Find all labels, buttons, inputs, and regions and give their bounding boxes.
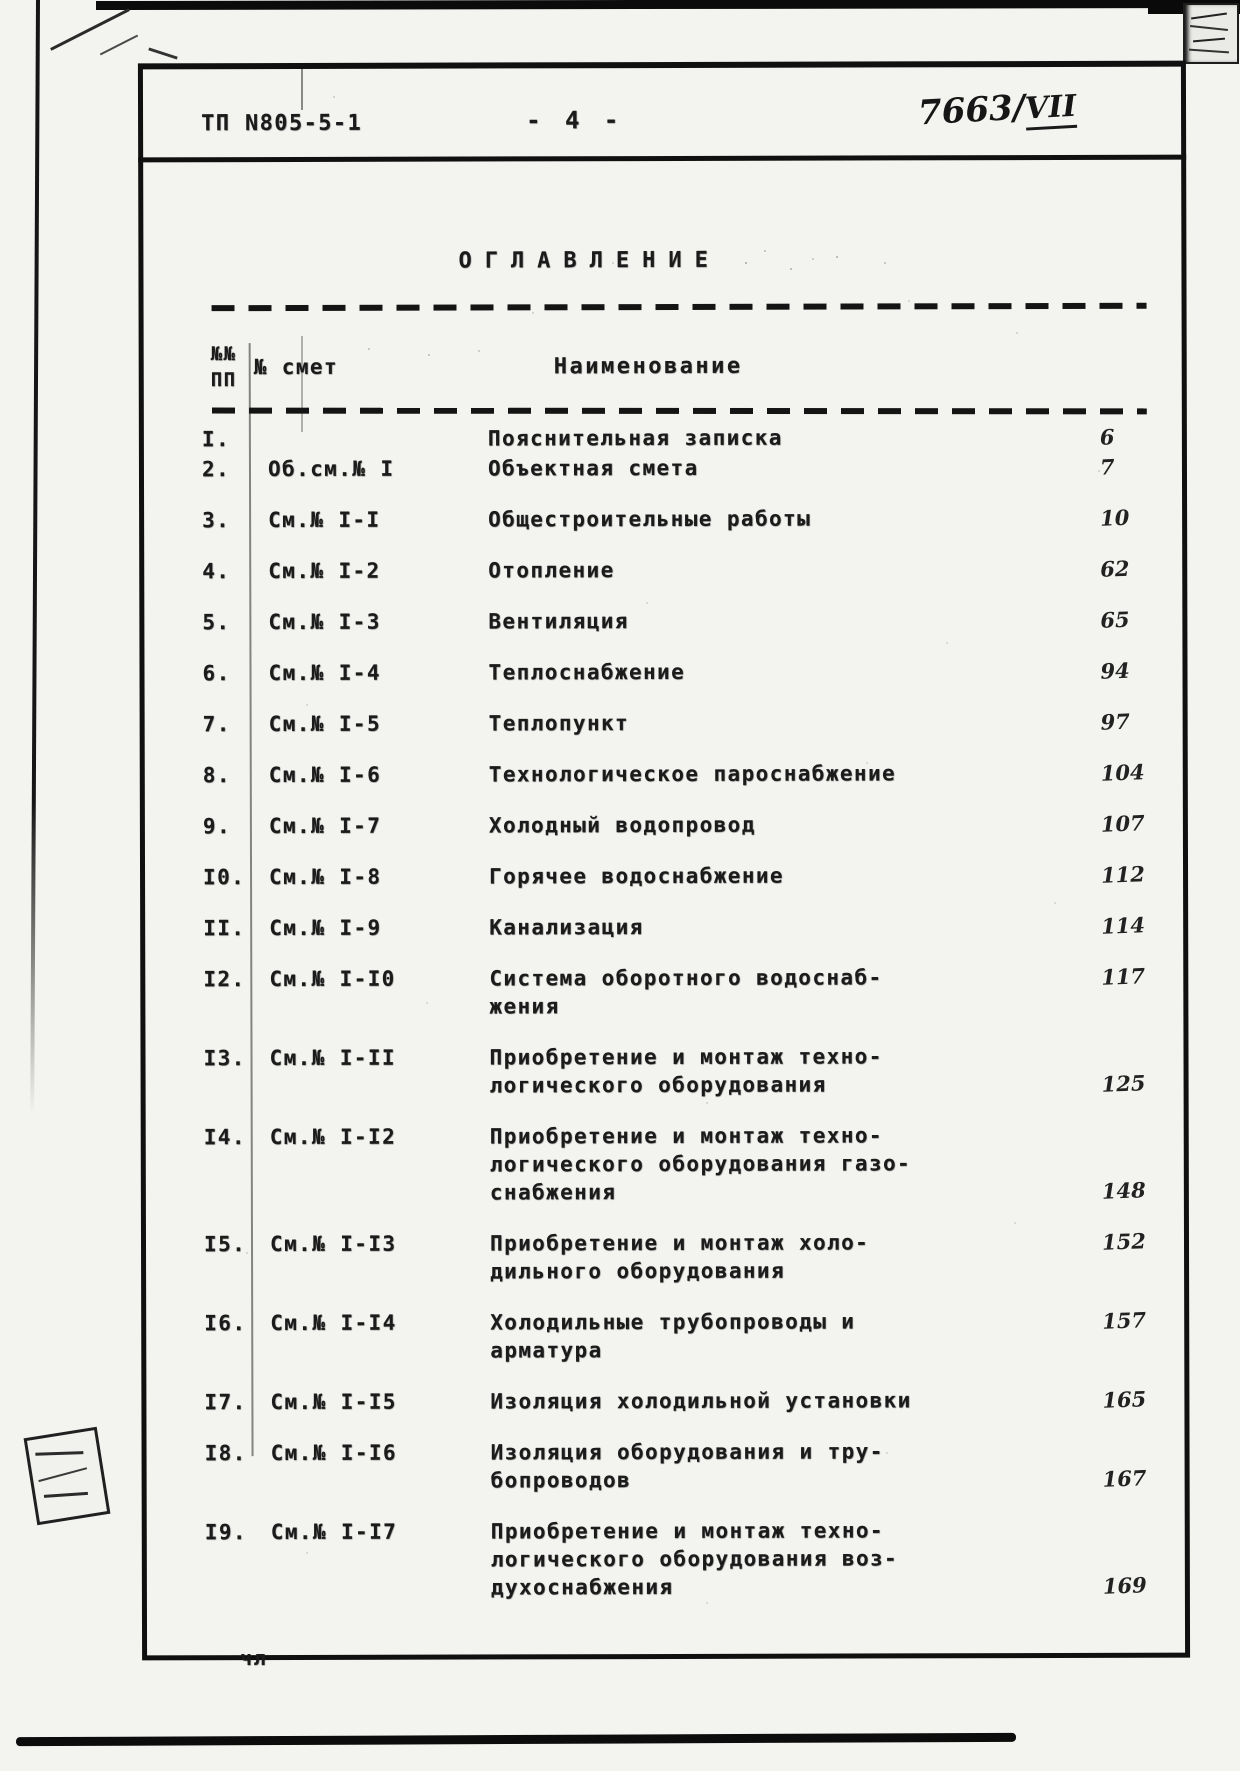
row-number: 8. (202, 763, 231, 788)
page-ref: 148 (1101, 1177, 1147, 1204)
toc-col-header-name: Наименование (553, 353, 743, 380)
page-ref: 112 (1100, 861, 1146, 888)
toc-row (202, 453, 1167, 484)
item-name: Общестроительные работы (488, 506, 812, 532)
page-ref: 65 (1099, 606, 1131, 633)
estimate-number: См.№ I-I2 (269, 1124, 397, 1150)
estimate-number: См.№ I-2 (268, 558, 381, 584)
stamp-scribble (35, 1451, 83, 1456)
estimate-number: См.№ I-6 (268, 762, 382, 788)
page-ref: 152 (1101, 1228, 1147, 1255)
estimate-number: См.№ I-8 (269, 864, 382, 890)
estimate-number: См.№ I-I6 (270, 1440, 397, 1466)
item-name: Горячее водоснабжение (489, 863, 784, 889)
estimate-number: См.№ I-I3 (269, 1231, 397, 1257)
toc-row (202, 423, 1167, 454)
toc-col-header-index-line1: №№ (210, 343, 237, 366)
toc-row (203, 912, 1168, 943)
scan-bottom-edge-artifact (16, 1733, 1016, 1746)
toc-row (203, 759, 1168, 790)
toc-row (203, 861, 1168, 892)
estimate-number: См.№ I-I7 (270, 1519, 398, 1545)
toc-row (204, 1228, 1169, 1287)
toc-row (204, 1307, 1169, 1366)
stamp-scribble (44, 1492, 88, 1498)
corner-stamp-top-right (1183, 3, 1239, 64)
estimate-number: См.№ I-II (269, 1045, 396, 1071)
item-name: Приобретение и монтаж техно- логического оборудования воз- духоснабжения (490, 1518, 899, 1600)
estimate-number: См.№ I-I5 (270, 1389, 397, 1415)
row-number: 3. (202, 508, 231, 533)
estimate-number: См.№ I-I (268, 507, 381, 533)
toc-row (204, 1386, 1169, 1417)
toc-row (203, 810, 1168, 841)
page-ref: 10 (1099, 504, 1130, 531)
stamp-scribble (38, 1467, 87, 1482)
row-number: I9. (204, 1520, 247, 1545)
scan-noise-speckles (0, 0, 2, 2)
corner-fold-mark (148, 47, 177, 59)
row-number: II. (203, 916, 246, 941)
estimate-number: См.№ I-I0 (269, 966, 396, 992)
item-name: Вентиляция (488, 609, 629, 634)
estimate-number (268, 424, 488, 453)
page-ref: 6 (1099, 424, 1115, 450)
estimate-number: См.№ I-I4 (270, 1310, 397, 1336)
item-name: Канализация (489, 915, 644, 940)
toc-dashed-rule-top (212, 303, 1147, 311)
toc-row (205, 1516, 1170, 1603)
page-ref: 169 (1102, 1572, 1148, 1599)
estimate-number: См.№ I-7 (268, 813, 382, 839)
row-number: I. (201, 427, 231, 452)
stamp-scribble (1193, 38, 1225, 43)
estimate-number: См.№ I-5 (268, 711, 382, 737)
item-name: Теплоснабжение (488, 659, 686, 685)
page-ref: 167 (1102, 1465, 1147, 1492)
row-number: 9. (202, 814, 232, 839)
inventory-number-roman: VII (1024, 89, 1077, 131)
toc-col-header-smeta: № смет (253, 354, 339, 380)
sheet-folio-number: - 4 - (526, 106, 624, 135)
item-name: Изоляция оборудования и тру- бопроводов (490, 1439, 884, 1493)
item-name: Пояснительная записка (487, 425, 783, 451)
item-name: Отопление (488, 558, 615, 583)
page-ref: 107 (1100, 810, 1146, 837)
page-ref: 157 (1101, 1307, 1147, 1334)
item-name: Объектная смета (487, 455, 699, 481)
estimate-number: См.№ I-9 (269, 915, 382, 941)
row-number: I3. (203, 1046, 246, 1071)
page-title: ОГЛАВЛЕНИЕ (458, 247, 721, 274)
corner-stamp-bottom-left (24, 1427, 111, 1525)
footer-mark: чл (240, 1646, 267, 1670)
item-name: Изоляция холодильной установки (490, 1388, 912, 1414)
corner-fold-mark (100, 35, 138, 56)
toc-row (205, 1437, 1170, 1496)
row-number: 5. (202, 610, 231, 635)
toc-row (203, 963, 1168, 1022)
estimate-number: См.№ I-4 (268, 660, 381, 686)
page-ref: 117 (1100, 963, 1146, 990)
estimate-number: См.№ I-3 (268, 609, 381, 635)
estimate-number: Об.см.№ I (267, 456, 395, 482)
item-name: Приобретение и монтаж техно- логического оборудования газо- снабжения (489, 1123, 912, 1205)
page-ref: 97 (1100, 708, 1131, 735)
page-ref: 125 (1101, 1070, 1146, 1097)
item-name: Холодный водопровод (488, 812, 756, 838)
stamp-scribble (1190, 25, 1228, 31)
toc-row (203, 708, 1168, 739)
page-ref: 114 (1100, 912, 1146, 939)
item-name: Приобретение и монтаж техно- логического оборудования (489, 1044, 883, 1098)
page-ref: 104 (1100, 759, 1146, 786)
row-number: I8. (204, 1441, 247, 1466)
header-rule (138, 155, 1186, 163)
stamp-scribble (1189, 49, 1229, 54)
row-number: I2. (203, 967, 246, 992)
inventory-number (917, 85, 1077, 134)
document-border-box (138, 61, 1190, 1661)
row-number: 7. (202, 712, 231, 737)
doc-code: ТП N805-5-1 (201, 110, 363, 137)
stamp-scribble (1191, 13, 1227, 20)
item-name: Технологическое пароснабжение (488, 761, 897, 787)
scan-left-edge-artifact (30, 0, 40, 1115)
scan-top-edge-artifact (96, 0, 1240, 10)
page-ref: 94 (1100, 657, 1131, 684)
toc-row (202, 657, 1167, 688)
toc-row (202, 606, 1167, 637)
row-number: I7. (204, 1390, 247, 1415)
page-ref: 62 (1099, 555, 1130, 582)
item-name: Система оборотного водоснаб- жения (489, 965, 883, 1019)
page-ref: 7 (1099, 454, 1116, 480)
row-number: I4. (203, 1125, 246, 1150)
row-number: I6. (204, 1311, 247, 1336)
row-number: 2. (201, 457, 231, 482)
toc-dashed-rule-bottom (212, 408, 1147, 415)
toc-row (202, 555, 1167, 586)
item-name: Приобретение и монтаж холо- дильного оборудования (489, 1230, 870, 1284)
toc-row (202, 504, 1167, 535)
row-number: I0. (203, 865, 246, 890)
row-number: I5. (203, 1232, 247, 1257)
row-number: 6. (202, 661, 231, 686)
item-name: Теплопункт (488, 711, 630, 736)
item-name: Холодильные трубопроводы и арматура (490, 1309, 856, 1363)
toc-col-header-index-line2: ПП (210, 369, 237, 392)
row-number: 4. (202, 559, 231, 584)
toc-rows (202, 423, 1170, 1626)
toc-row (203, 1042, 1168, 1101)
toc-row (204, 1121, 1169, 1208)
page-ref: 165 (1101, 1386, 1147, 1413)
toc-col-header-index (211, 341, 237, 393)
inventory-number-main: 7663/ (917, 87, 1027, 134)
